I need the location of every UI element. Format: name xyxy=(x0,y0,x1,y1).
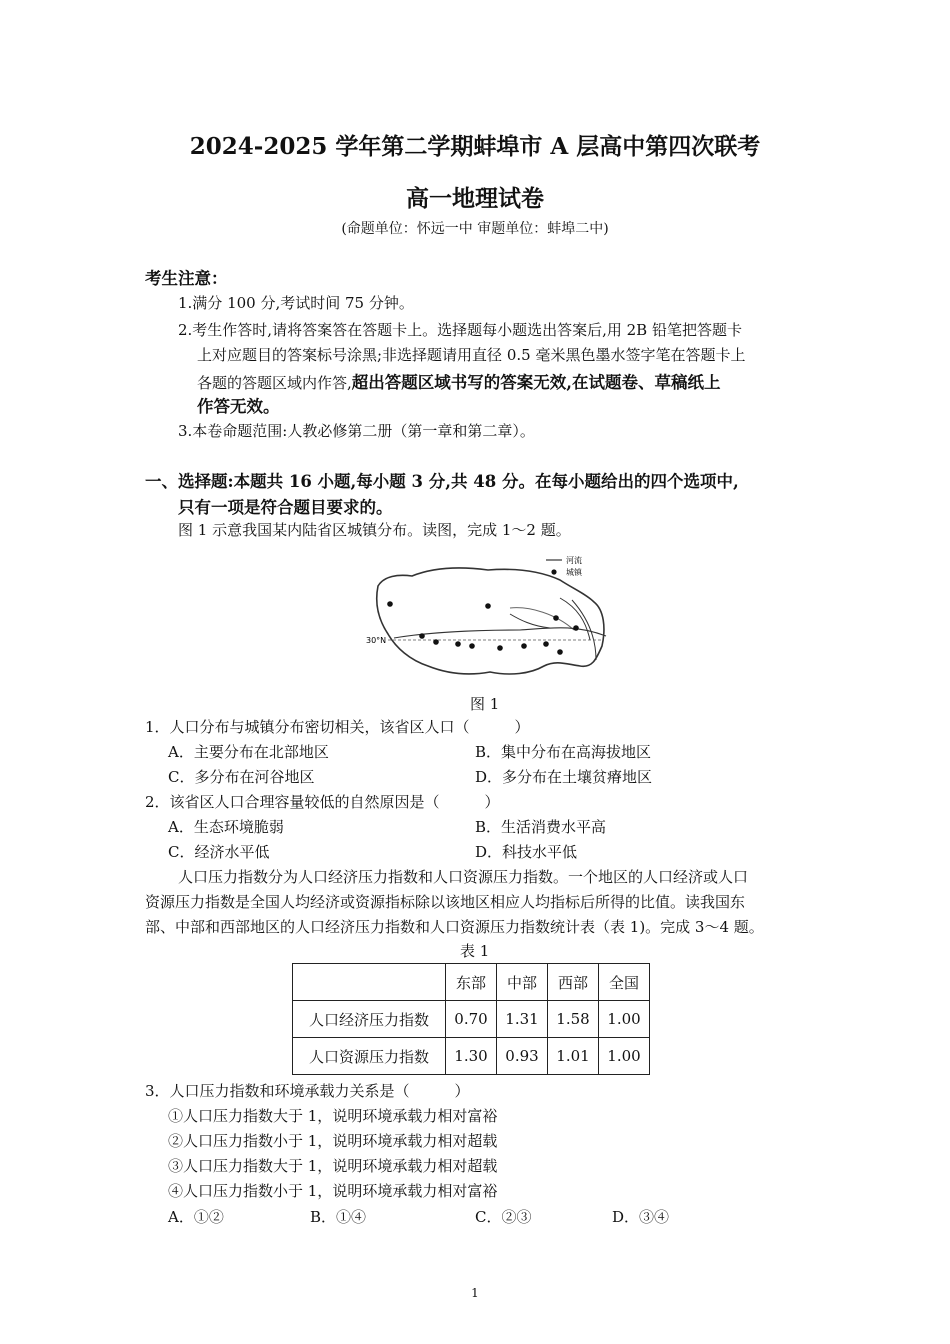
legend-river-label: 河流 xyxy=(566,556,582,565)
table-cell: 人口资源压力指数 xyxy=(293,1038,446,1075)
question-3-statement-3: ③人口压力指数大于 1，说明环境承载力相对超载 xyxy=(168,1157,498,1175)
question-1-option-d: D．多分布在土壤贫瘠地区 xyxy=(475,768,653,786)
legend-town-symbol xyxy=(551,569,556,574)
table-header-cell: 全国 xyxy=(599,964,650,1001)
notice-item-1: 1.满分 100 分,考试时间 75 分钟。 xyxy=(178,294,414,312)
question-1-option-c: C．多分布在河谷地区 xyxy=(168,768,315,786)
table-row xyxy=(293,1001,650,1038)
figure-intro: 图 1 示意我国某内陆省区城镇分布。读图，完成 1～2 题。 xyxy=(178,521,571,539)
town-marker xyxy=(521,643,527,649)
table-cell: 1.00 xyxy=(599,1038,650,1075)
question-3-stem: 3．人口压力指数和环境承载力关系是（ ） xyxy=(145,1082,470,1100)
exam-title: 2024-2025 学年第二学期蚌埠市 A 层高中第四次联考 xyxy=(189,133,761,160)
figure-1-map xyxy=(360,548,610,690)
page-number: 1 xyxy=(471,1286,479,1300)
passage-line-1: 人口压力指数分为人口经济压力指数和人口资源压力指数。一个地区的人口经济或人口 xyxy=(178,868,749,886)
town-marker xyxy=(557,649,563,655)
latitude-label: 30°N xyxy=(366,636,387,645)
question-1-option-a: A．主要分布在北部地区 xyxy=(168,743,329,761)
table-cell: 1.30 xyxy=(446,1038,497,1075)
question-2-stem: 2．该省区人口合理容量较低的自然原因是（ ） xyxy=(145,793,500,811)
table-cell: 0.70 xyxy=(446,1001,497,1038)
passage-line-3: 部、中部和西部地区的人口经济压力指数和人口资源压力指数统计表（表 1)。完成 3～4 题。 xyxy=(145,918,764,936)
table-cell: 人口经济压力指数 xyxy=(293,1001,446,1038)
table-cell: 0.93 xyxy=(497,1038,548,1075)
town-marker xyxy=(543,641,549,647)
town-marker xyxy=(469,643,475,649)
question-3-option-d: D．③④ xyxy=(612,1208,670,1226)
table-cell: 1.01 xyxy=(548,1038,599,1075)
town-marker xyxy=(573,625,579,631)
figure-1-caption: 图 1 xyxy=(470,695,500,713)
town-marker xyxy=(433,639,439,645)
river-line xyxy=(510,614,550,628)
notice-heading: 考生注意： xyxy=(145,269,228,288)
question-1-stem: 1．人口分布与城镇分布密切相关，该省区人口（ ） xyxy=(145,718,530,736)
section-heading-line-1: 一、选择题:本题共 16 小题,每小题 3 分,共 48 分。在每小题给出的四个选项中, xyxy=(145,472,739,491)
question-1-option-b: B．集中分布在高海拔地区 xyxy=(475,743,652,761)
notice-item-2-normal: 各题的答题区域内作答, xyxy=(197,374,352,392)
legend-town-label: 城镇 xyxy=(566,568,582,577)
table-cell: 1.58 xyxy=(548,1001,599,1038)
exam-setter-line: (命题单位：怀远一中 审题单位：蚌埠二中) xyxy=(341,221,609,237)
table-header-row xyxy=(293,964,650,1001)
question-2-option-a: A．生态环境脆弱 xyxy=(168,818,284,836)
table-header-cell: 东部 xyxy=(446,964,497,1001)
question-2-option-c: C．经济水平低 xyxy=(168,843,270,861)
notice-item-2-line-2: 上对应题目的答案标号涂黑;非选择题请用直径 0.5 毫米黑色墨水签字笔在答题卡上 xyxy=(197,346,746,364)
notice-item-2-line-1: 2.考生作答时,请将答案答在答题卡上。选择题每小题选出答案后,用 2B 铅笔把答题卡 xyxy=(178,321,742,339)
section-heading-line-2: 只有一项是符合题目要求的。 xyxy=(178,498,393,517)
province-outline xyxy=(377,568,604,674)
notice-item-3: 3.本卷命题范围:人教必修第二册（第一章和第二章）。 xyxy=(178,422,535,440)
question-2-option-b: B．生活消费水平高 xyxy=(475,818,607,836)
table-header-cell: 中部 xyxy=(497,964,548,1001)
exam-subject-title: 高一地理试卷 xyxy=(406,185,544,212)
town-marker xyxy=(419,633,425,639)
question-3-statement-1: ①人口压力指数大于 1，说明环境承载力相对富裕 xyxy=(168,1107,498,1125)
notice-item-2-line-3 xyxy=(197,369,721,393)
table-header-cell xyxy=(293,964,446,1001)
town-marker xyxy=(387,601,393,607)
question-3-option-a: A．①② xyxy=(168,1208,224,1226)
table-header-cell: 西部 xyxy=(548,964,599,1001)
table-cell: 1.31 xyxy=(497,1001,548,1038)
question-3-option-b: B．①④ xyxy=(310,1208,367,1226)
table-1-caption: 表 1 xyxy=(460,942,490,960)
table-cell: 1.00 xyxy=(599,1001,650,1038)
notice-item-2-line-4: 作答无效。 xyxy=(197,397,280,416)
question-3-option-c: C．②③ xyxy=(475,1208,532,1226)
town-marker xyxy=(553,615,559,621)
table-row xyxy=(293,1038,650,1075)
table-1 xyxy=(292,963,650,1075)
question-3-statement-4: ④人口压力指数小于 1，说明环境承载力相对富裕 xyxy=(168,1182,498,1200)
question-2-option-d: D．科技水平低 xyxy=(475,843,578,861)
town-marker xyxy=(497,645,503,651)
notice-item-2-bold: 超出答题区域书写的答案无效,在试题卷、草稿纸上 xyxy=(351,373,721,392)
town-marker xyxy=(485,603,491,609)
passage-line-2: 资源压力指数是全国人均经济或资源指标除以该地区相应人均指标后所得的比值。读我国东 xyxy=(145,893,746,911)
question-3-statement-2: ②人口压力指数小于 1，说明环境承载力相对超载 xyxy=(168,1132,498,1150)
town-marker xyxy=(455,641,461,647)
